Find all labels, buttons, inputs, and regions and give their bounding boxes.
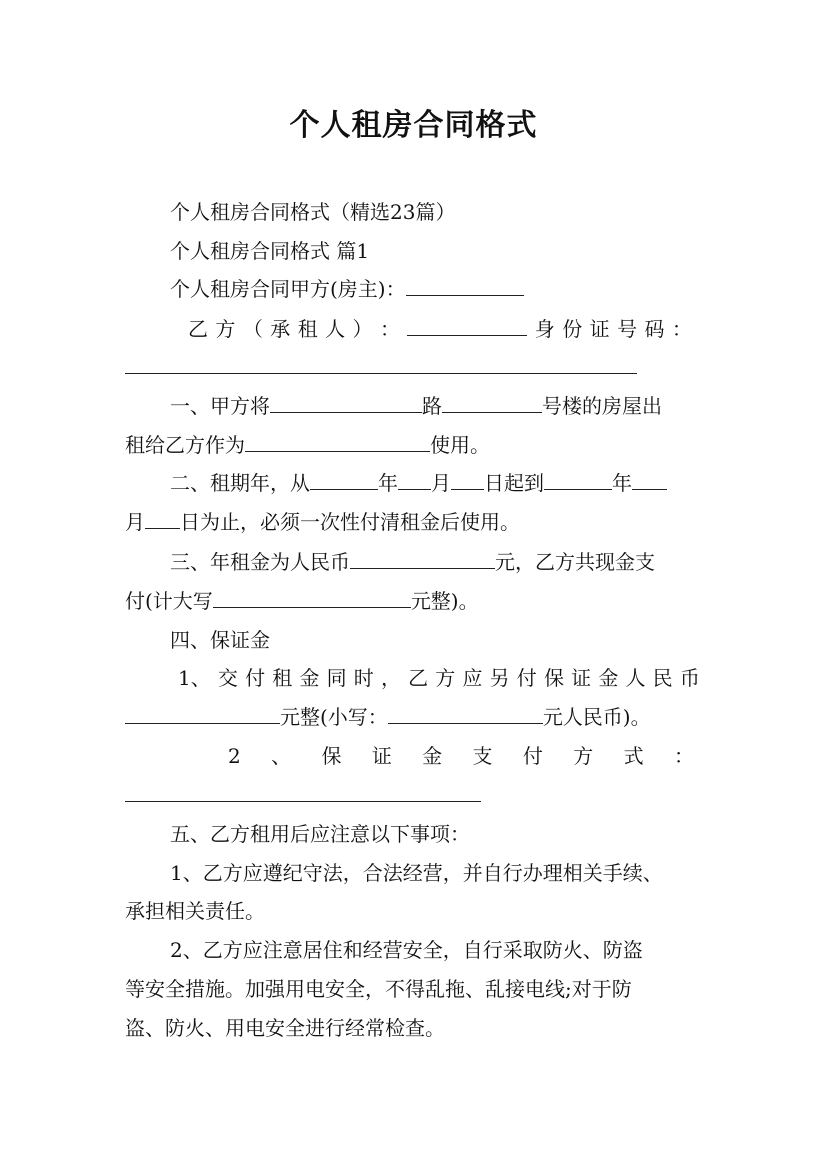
section-3-line-2 — [125, 587, 479, 615]
deposit-char: 1、 — [178, 666, 211, 690]
method-char: 、 — [271, 744, 292, 768]
party-b-char: 份 — [562, 317, 583, 341]
deposit-capital-blank — [125, 703, 280, 724]
end-day-blank — [145, 508, 180, 529]
deposit-char: 租 — [272, 666, 293, 690]
rent-amount-blank — [350, 548, 495, 569]
deposit-char: 应 — [462, 666, 483, 690]
text-span: 年 — [378, 471, 398, 495]
deposit-char: 保 — [543, 666, 564, 690]
deposit-figure-blank — [388, 703, 543, 724]
item-1-line-2: 承担相关责任。 — [125, 899, 265, 923]
method-char: 证 — [371, 744, 392, 768]
text-span: 元人民币)。 — [542, 705, 651, 729]
text-span: 三、年租金为人民币 — [170, 550, 350, 574]
text-span: 月 — [125, 510, 145, 534]
deposit-char: 证 — [571, 666, 592, 690]
start-day-blank — [451, 469, 484, 490]
usage-blank — [245, 431, 430, 452]
party-b-char: 码 — [644, 317, 665, 341]
end-year-blank — [544, 469, 612, 490]
item-2-line-2: 等安全措施。加强用电安全，不得乱拖、乱接电线;对于防 — [125, 977, 632, 1001]
party-b-char: （ — [242, 317, 263, 341]
intro-line: 个人租房合同格式（精选23篇） — [170, 200, 456, 224]
text-span: 月 — [431, 471, 451, 495]
start-month-blank — [398, 469, 431, 490]
text-span: 号楼的房屋出 — [542, 394, 662, 418]
deposit-char: 乙 — [408, 666, 429, 690]
deposit-char: 交 — [217, 666, 238, 690]
party-b-blank — [407, 315, 527, 336]
text-span: 元整)。 — [410, 589, 479, 613]
section-2-line-2 — [125, 508, 520, 536]
road-blank — [270, 392, 422, 413]
text-span: 元整(小写： — [280, 705, 388, 729]
deposit-char: 方 — [435, 666, 456, 690]
method-char: 式 — [623, 744, 644, 768]
section-2-line-1 — [170, 469, 667, 497]
deposit-line-1 — [178, 664, 700, 692]
party-b-char: ： — [379, 317, 400, 341]
text-span: 一、甲方将 — [170, 394, 270, 418]
section-1-line-2 — [125, 431, 490, 459]
item-2-line-1: 2、乙方应注意居住和经营安全，自行采取防火、防盗 — [170, 938, 643, 962]
start-year-blank — [310, 469, 378, 490]
deposit-char: 金 — [299, 666, 320, 690]
section-5-heading: 五、乙方租用后应注意以下事项： — [170, 822, 470, 846]
deposit-char: 另 — [489, 666, 510, 690]
deposit-char: 付 — [245, 666, 266, 690]
deposit-char: 币 — [679, 666, 700, 690]
deposit-line-2 — [125, 703, 651, 731]
text-span: 付(计大写 — [125, 589, 213, 613]
deposit-char: 时 — [353, 666, 374, 690]
party-a-label: 个人租房合同甲方(房主)： — [170, 277, 406, 301]
building-blank — [442, 392, 542, 413]
item-2-line-3: 盗、防火、用电安全进行经常检查。 — [125, 1016, 445, 1040]
party-a-blank — [406, 275, 524, 296]
method-char: 方 — [573, 744, 594, 768]
deposit-char: 同 — [326, 666, 347, 690]
method-char: 付 — [522, 744, 543, 768]
deposit-char: 民 — [652, 666, 673, 690]
party-b-char: 身 — [534, 317, 555, 341]
party-b-char: 号 — [617, 317, 638, 341]
party-b-char: 证 — [589, 317, 610, 341]
item-1-line-1: 1、乙方应遵纪守法，合法经营，并自行办理相关手续、 — [170, 861, 663, 885]
deposit-method-blank — [125, 801, 481, 802]
text-span: 年 — [612, 471, 632, 495]
party-b-char: 乙 — [188, 317, 208, 341]
method-char: 保 — [321, 744, 342, 768]
text-span: 日起到 — [484, 471, 544, 495]
party-a-line — [170, 275, 524, 303]
party-b-char: 承 — [270, 317, 291, 341]
deposit-method-line — [228, 742, 694, 770]
method-char: 支 — [472, 744, 493, 768]
section-3-line-1 — [170, 548, 655, 576]
text-span: 日为止，必须一次性付清租金后使用。 — [180, 510, 520, 534]
text-span: 路 — [422, 394, 442, 418]
text-span: 二、租期年，从 — [170, 471, 310, 495]
party-b-char: ） — [352, 317, 373, 341]
piece-label: 个人租房合同格式 篇1 — [170, 239, 370, 263]
party-b-char: 人 — [325, 317, 346, 341]
party-b-line — [188, 315, 692, 343]
section-1-line-1 — [170, 392, 662, 420]
deposit-char: 金 — [598, 666, 619, 690]
deposit-char: ， — [380, 666, 401, 690]
party-b-char: 方 — [215, 317, 236, 341]
deposit-char: 人 — [625, 666, 646, 690]
id-number-blank — [125, 373, 637, 374]
method-char: ： — [673, 744, 694, 768]
text-span: 元，乙方共现金支 — [495, 550, 655, 574]
text-span: 使用。 — [430, 433, 490, 457]
deposit-char: 付 — [516, 666, 537, 690]
rent-capital-blank — [213, 587, 411, 608]
method-char: 金 — [422, 744, 443, 768]
document-title: 个人租房合同格式 — [289, 108, 538, 143]
method-char: 2 — [228, 744, 241, 768]
text-span: 租给乙方作为 — [125, 433, 245, 457]
end-month-blank — [632, 469, 667, 490]
party-b-char: 租 — [297, 317, 318, 341]
party-b-char: ： — [671, 317, 692, 341]
section-4-heading: 四、保证金 — [170, 628, 270, 652]
